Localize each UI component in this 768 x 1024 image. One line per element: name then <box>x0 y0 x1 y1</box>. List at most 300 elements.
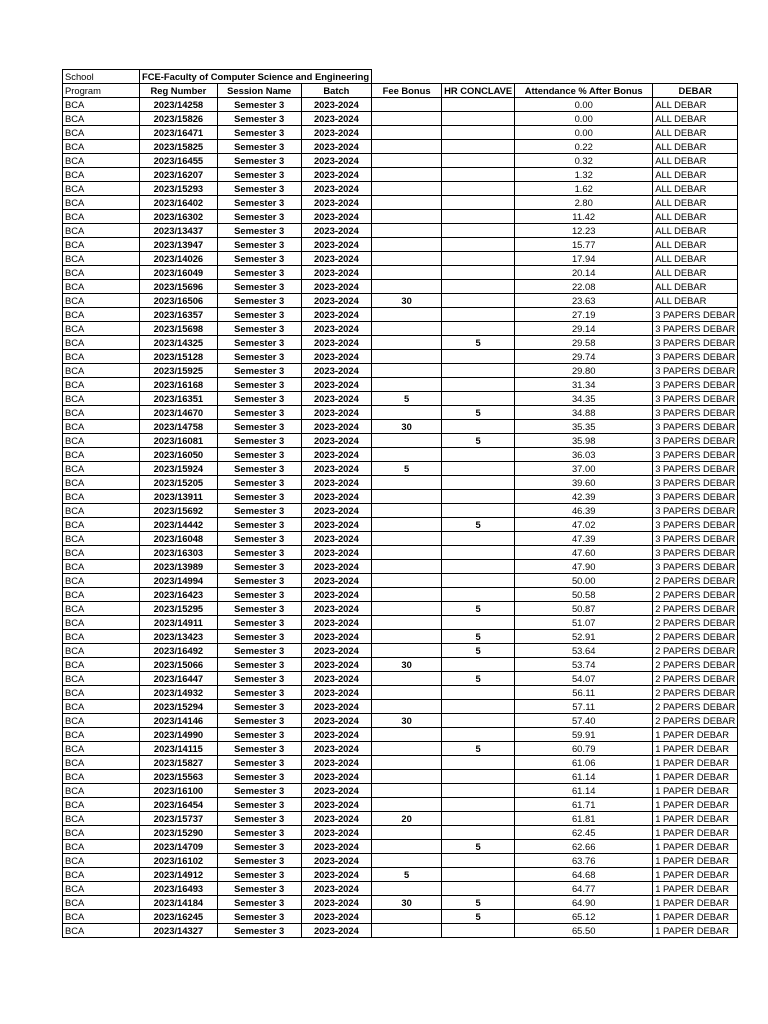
cell-reg-number: 2023/15205 <box>140 476 218 490</box>
cell-hr-conclave <box>442 462 515 476</box>
cell-fee-bonus <box>372 476 442 490</box>
cell-session-name: Semester 3 <box>217 728 301 742</box>
header-row <box>63 84 738 98</box>
cell-session-name: Semester 3 <box>217 280 301 294</box>
cell-batch: 2023-2024 <box>301 532 371 546</box>
cell-debar: ALL DEBAR <box>653 154 738 168</box>
table-row <box>63 658 738 672</box>
table-row <box>63 112 738 126</box>
table-row <box>63 742 738 756</box>
cell-session-name: Semester 3 <box>217 700 301 714</box>
cell-fee-bonus <box>372 882 442 896</box>
cell-program: BCA <box>63 308 140 322</box>
cell-attendance: 15.77 <box>515 238 653 252</box>
school-label: School <box>63 70 140 84</box>
cell-fee-bonus <box>372 448 442 462</box>
cell-hr-conclave <box>442 308 515 322</box>
cell-batch: 2023-2024 <box>301 196 371 210</box>
cell-hr-conclave <box>442 392 515 406</box>
cell-program: BCA <box>63 350 140 364</box>
cell-reg-number: 2023/15294 <box>140 700 218 714</box>
cell-debar: 3 PAPERS DEBAR <box>653 532 738 546</box>
cell-fee-bonus: 5 <box>372 868 442 882</box>
cell-attendance: 56.11 <box>515 686 653 700</box>
cell-session-name: Semester 3 <box>217 854 301 868</box>
cell-session-name: Semester 3 <box>217 574 301 588</box>
cell-attendance: 64.77 <box>515 882 653 896</box>
cell-session-name: Semester 3 <box>217 840 301 854</box>
table-row <box>63 588 738 602</box>
header-debar: DEBAR <box>653 84 738 98</box>
cell-debar: 2 PAPERS DEBAR <box>653 574 738 588</box>
cell-session-name: Semester 3 <box>217 546 301 560</box>
cell-hr-conclave <box>442 728 515 742</box>
cell-session-name: Semester 3 <box>217 812 301 826</box>
cell-reg-number: 2023/15128 <box>140 350 218 364</box>
cell-reg-number: 2023/13437 <box>140 224 218 238</box>
header-hr-conclave: HR CONCLAVE <box>442 84 515 98</box>
table-row <box>63 420 738 434</box>
cell-session-name: Semester 3 <box>217 784 301 798</box>
cell-session-name: Semester 3 <box>217 196 301 210</box>
cell-hr-conclave <box>442 252 515 266</box>
cell-batch: 2023-2024 <box>301 616 371 630</box>
cell-program: BCA <box>63 546 140 560</box>
cell-batch: 2023-2024 <box>301 770 371 784</box>
table-row <box>63 308 738 322</box>
cell-fee-bonus <box>372 364 442 378</box>
cell-attendance: 11.42 <box>515 210 653 224</box>
cell-batch: 2023-2024 <box>301 574 371 588</box>
cell-reg-number: 2023/15924 <box>140 462 218 476</box>
cell-reg-number: 2023/14115 <box>140 742 218 756</box>
cell-fee-bonus <box>372 350 442 364</box>
cell-debar: 3 PAPERS DEBAR <box>653 560 738 574</box>
cell-program: BCA <box>63 252 140 266</box>
cell-debar: 2 PAPERS DEBAR <box>653 616 738 630</box>
cell-batch: 2023-2024 <box>301 826 371 840</box>
cell-fee-bonus: 30 <box>372 714 442 728</box>
cell-reg-number: 2023/14758 <box>140 420 218 434</box>
cell-attendance: 0.32 <box>515 154 653 168</box>
cell-debar: ALL DEBAR <box>653 140 738 154</box>
cell-program: BCA <box>63 448 140 462</box>
cell-session-name: Semester 3 <box>217 224 301 238</box>
cell-fee-bonus <box>372 840 442 854</box>
cell-session-name: Semester 3 <box>217 560 301 574</box>
cell-debar: 2 PAPERS DEBAR <box>653 672 738 686</box>
cell-batch: 2023-2024 <box>301 238 371 252</box>
cell-hr-conclave <box>442 448 515 462</box>
cell-hr-conclave: 5 <box>442 630 515 644</box>
cell-hr-conclave <box>442 546 515 560</box>
cell-fee-bonus <box>372 224 442 238</box>
table-row <box>63 406 738 420</box>
cell-batch: 2023-2024 <box>301 868 371 882</box>
cell-batch: 2023-2024 <box>301 280 371 294</box>
cell-debar: 3 PAPERS DEBAR <box>653 462 738 476</box>
table-row <box>63 280 738 294</box>
table-body <box>63 70 738 938</box>
table-row <box>63 266 738 280</box>
cell-attendance: 1.32 <box>515 168 653 182</box>
cell-program: BCA <box>63 490 140 504</box>
cell-hr-conclave <box>442 112 515 126</box>
table-row <box>63 182 738 196</box>
cell-batch: 2023-2024 <box>301 742 371 756</box>
cell-reg-number: 2023/16102 <box>140 854 218 868</box>
table-row <box>63 728 738 742</box>
cell-debar: 1 PAPER DEBAR <box>653 924 738 938</box>
cell-debar: 2 PAPERS DEBAR <box>653 686 738 700</box>
cell-hr-conclave: 5 <box>442 672 515 686</box>
cell-reg-number: 2023/16454 <box>140 798 218 812</box>
cell-batch: 2023-2024 <box>301 336 371 350</box>
table-row <box>63 756 738 770</box>
cell-hr-conclave <box>442 686 515 700</box>
cell-debar: ALL DEBAR <box>653 168 738 182</box>
cell-batch: 2023-2024 <box>301 714 371 728</box>
cell-session-name: Semester 3 <box>217 434 301 448</box>
cell-batch: 2023-2024 <box>301 658 371 672</box>
cell-fee-bonus: 30 <box>372 420 442 434</box>
cell-session-name: Semester 3 <box>217 672 301 686</box>
cell-debar: 1 PAPER DEBAR <box>653 812 738 826</box>
cell-program: BCA <box>63 476 140 490</box>
cell-attendance: 61.71 <box>515 798 653 812</box>
cell-fee-bonus: 5 <box>372 462 442 476</box>
cell-debar: 3 PAPERS DEBAR <box>653 420 738 434</box>
cell-debar: 1 PAPER DEBAR <box>653 882 738 896</box>
cell-fee-bonus <box>372 154 442 168</box>
table-row <box>63 686 738 700</box>
cell-fee-bonus <box>372 168 442 182</box>
cell-attendance: 35.35 <box>515 420 653 434</box>
cell-hr-conclave <box>442 476 515 490</box>
cell-fee-bonus <box>372 700 442 714</box>
header-batch: Batch <box>301 84 371 98</box>
cell-hr-conclave: 5 <box>442 434 515 448</box>
cell-program: BCA <box>63 574 140 588</box>
cell-reg-number: 2023/14932 <box>140 686 218 700</box>
cell-program: BCA <box>63 462 140 476</box>
cell-hr-conclave <box>442 322 515 336</box>
cell-fee-bonus <box>372 434 442 448</box>
cell-reg-number: 2023/15827 <box>140 756 218 770</box>
cell-fee-bonus <box>372 252 442 266</box>
cell-program: BCA <box>63 336 140 350</box>
cell-hr-conclave: 5 <box>442 602 515 616</box>
cell-debar: 3 PAPERS DEBAR <box>653 406 738 420</box>
cell-reg-number: 2023/16493 <box>140 882 218 896</box>
cell-fee-bonus: 20 <box>372 812 442 826</box>
cell-reg-number: 2023/14709 <box>140 840 218 854</box>
cell-hr-conclave: 5 <box>442 896 515 910</box>
cell-reg-number: 2023/16168 <box>140 378 218 392</box>
cell-fee-bonus <box>372 378 442 392</box>
cell-session-name: Semester 3 <box>217 238 301 252</box>
cell-reg-number: 2023/16506 <box>140 294 218 308</box>
cell-attendance: 50.87 <box>515 602 653 616</box>
school-value: FCE-Faculty of Computer Science and Engineering <box>140 70 372 84</box>
cell-reg-number: 2023/16100 <box>140 784 218 798</box>
cell-reg-number: 2023/14911 <box>140 616 218 630</box>
cell-reg-number: 2023/15563 <box>140 770 218 784</box>
cell-attendance: 35.98 <box>515 434 653 448</box>
cell-fee-bonus <box>372 140 442 154</box>
table-row <box>63 518 738 532</box>
cell-session-name: Semester 3 <box>217 294 301 308</box>
cell-attendance: 59.91 <box>515 728 653 742</box>
cell-hr-conclave <box>442 658 515 672</box>
cell-attendance: 64.68 <box>515 868 653 882</box>
cell-batch: 2023-2024 <box>301 686 371 700</box>
cell-session-name: Semester 3 <box>217 896 301 910</box>
cell-attendance: 37.00 <box>515 462 653 476</box>
cell-session-name: Semester 3 <box>217 308 301 322</box>
cell-fee-bonus: 30 <box>372 294 442 308</box>
cell-session-name: Semester 3 <box>217 350 301 364</box>
cell-debar: 1 PAPER DEBAR <box>653 784 738 798</box>
cell-reg-number: 2023/13423 <box>140 630 218 644</box>
cell-fee-bonus <box>372 126 442 140</box>
cell-fee-bonus <box>372 504 442 518</box>
cell-debar: 1 PAPER DEBAR <box>653 896 738 910</box>
cell-debar: 3 PAPERS DEBAR <box>653 322 738 336</box>
cell-reg-number: 2023/16050 <box>140 448 218 462</box>
cell-debar: 1 PAPER DEBAR <box>653 910 738 924</box>
cell-program: BCA <box>63 504 140 518</box>
cell-fee-bonus <box>372 518 442 532</box>
cell-debar: 3 PAPERS DEBAR <box>653 392 738 406</box>
cell-program: BCA <box>63 756 140 770</box>
cell-batch: 2023-2024 <box>301 308 371 322</box>
cell-reg-number: 2023/14258 <box>140 98 218 112</box>
cell-fee-bonus <box>372 770 442 784</box>
cell-debar: 3 PAPERS DEBAR <box>653 546 738 560</box>
cell-batch: 2023-2024 <box>301 518 371 532</box>
table-row <box>63 98 738 112</box>
cell-attendance: 53.74 <box>515 658 653 672</box>
cell-reg-number: 2023/15698 <box>140 322 218 336</box>
cell-fee-bonus <box>372 336 442 350</box>
cell-reg-number: 2023/15066 <box>140 658 218 672</box>
cell-program: BCA <box>63 378 140 392</box>
cell-attendance: 20.14 <box>515 266 653 280</box>
cell-attendance: 61.81 <box>515 812 653 826</box>
table-row <box>63 252 738 266</box>
cell-attendance: 31.34 <box>515 378 653 392</box>
school-row-blank <box>372 70 738 84</box>
cell-debar: 2 PAPERS DEBAR <box>653 588 738 602</box>
cell-attendance: 54.07 <box>515 672 653 686</box>
cell-batch: 2023-2024 <box>301 588 371 602</box>
cell-session-name: Semester 3 <box>217 140 301 154</box>
cell-attendance: 0.22 <box>515 140 653 154</box>
cell-attendance: 0.00 <box>515 98 653 112</box>
cell-session-name: Semester 3 <box>217 770 301 784</box>
cell-program: BCA <box>63 280 140 294</box>
cell-batch: 2023-2024 <box>301 252 371 266</box>
cell-hr-conclave <box>442 714 515 728</box>
table-row <box>63 476 738 490</box>
cell-debar: 2 PAPERS DEBAR <box>653 602 738 616</box>
cell-reg-number: 2023/16455 <box>140 154 218 168</box>
cell-attendance: 29.58 <box>515 336 653 350</box>
table-row <box>63 616 738 630</box>
cell-batch: 2023-2024 <box>301 392 371 406</box>
cell-fee-bonus <box>372 406 442 420</box>
cell-session-name: Semester 3 <box>217 406 301 420</box>
cell-session-name: Semester 3 <box>217 630 301 644</box>
cell-hr-conclave <box>442 126 515 140</box>
cell-session-name: Semester 3 <box>217 182 301 196</box>
cell-attendance: 53.64 <box>515 644 653 658</box>
cell-session-name: Semester 3 <box>217 518 301 532</box>
cell-debar: 3 PAPERS DEBAR <box>653 350 738 364</box>
cell-reg-number: 2023/14026 <box>140 252 218 266</box>
cell-batch: 2023-2024 <box>301 364 371 378</box>
cell-attendance: 51.07 <box>515 616 653 630</box>
cell-hr-conclave: 5 <box>442 518 515 532</box>
cell-hr-conclave <box>442 168 515 182</box>
cell-session-name: Semester 3 <box>217 924 301 938</box>
cell-session-name: Semester 3 <box>217 644 301 658</box>
cell-session-name: Semester 3 <box>217 420 301 434</box>
cell-hr-conclave <box>442 756 515 770</box>
cell-attendance: 61.14 <box>515 770 653 784</box>
cell-program: BCA <box>63 434 140 448</box>
cell-reg-number: 2023/14670 <box>140 406 218 420</box>
cell-hr-conclave <box>442 196 515 210</box>
cell-batch: 2023-2024 <box>301 406 371 420</box>
cell-batch: 2023-2024 <box>301 112 371 126</box>
cell-debar: 1 PAPER DEBAR <box>653 798 738 812</box>
cell-hr-conclave <box>442 574 515 588</box>
cell-program: BCA <box>63 196 140 210</box>
cell-reg-number: 2023/15737 <box>140 812 218 826</box>
table-row <box>63 602 738 616</box>
cell-hr-conclave <box>442 770 515 784</box>
table-row <box>63 462 738 476</box>
cell-reg-number: 2023/16357 <box>140 308 218 322</box>
cell-fee-bonus <box>372 560 442 574</box>
cell-batch: 2023-2024 <box>301 700 371 714</box>
cell-fee-bonus <box>372 756 442 770</box>
cell-debar: 3 PAPERS DEBAR <box>653 378 738 392</box>
cell-session-name: Semester 3 <box>217 588 301 602</box>
cell-batch: 2023-2024 <box>301 490 371 504</box>
cell-debar: 3 PAPERS DEBAR <box>653 476 738 490</box>
cell-fee-bonus <box>372 210 442 224</box>
cell-program: BCA <box>63 182 140 196</box>
cell-session-name: Semester 3 <box>217 714 301 728</box>
cell-fee-bonus <box>372 602 442 616</box>
table-row <box>63 560 738 574</box>
cell-program: BCA <box>63 686 140 700</box>
cell-reg-number: 2023/16351 <box>140 392 218 406</box>
cell-hr-conclave <box>442 588 515 602</box>
cell-hr-conclave <box>442 490 515 504</box>
cell-attendance: 29.74 <box>515 350 653 364</box>
cell-session-name: Semester 3 <box>217 602 301 616</box>
cell-batch: 2023-2024 <box>301 756 371 770</box>
table-row <box>63 700 738 714</box>
cell-session-name: Semester 3 <box>217 462 301 476</box>
table-row <box>63 630 738 644</box>
table-row <box>63 490 738 504</box>
cell-reg-number: 2023/16302 <box>140 210 218 224</box>
cell-batch: 2023-2024 <box>301 812 371 826</box>
cell-attendance: 57.11 <box>515 700 653 714</box>
cell-reg-number: 2023/14990 <box>140 728 218 742</box>
cell-fee-bonus <box>372 546 442 560</box>
cell-debar: 1 PAPER DEBAR <box>653 868 738 882</box>
cell-hr-conclave: 5 <box>442 336 515 350</box>
cell-debar: 2 PAPERS DEBAR <box>653 658 738 672</box>
cell-fee-bonus <box>372 98 442 112</box>
cell-program: BCA <box>63 630 140 644</box>
cell-fee-bonus <box>372 854 442 868</box>
cell-batch: 2023-2024 <box>301 882 371 896</box>
cell-debar: 3 PAPERS DEBAR <box>653 364 738 378</box>
cell-program: BCA <box>63 364 140 378</box>
cell-program: BCA <box>63 322 140 336</box>
cell-session-name: Semester 3 <box>217 322 301 336</box>
table-row <box>63 294 738 308</box>
cell-program: BCA <box>63 728 140 742</box>
cell-session-name: Semester 3 <box>217 448 301 462</box>
cell-session-name: Semester 3 <box>217 126 301 140</box>
table-row <box>63 168 738 182</box>
cell-hr-conclave <box>442 182 515 196</box>
cell-session-name: Semester 3 <box>217 686 301 700</box>
cell-batch: 2023-2024 <box>301 378 371 392</box>
cell-reg-number: 2023/14184 <box>140 896 218 910</box>
cell-attendance: 29.80 <box>515 364 653 378</box>
table-row <box>63 672 738 686</box>
school-row <box>63 70 738 84</box>
cell-debar: ALL DEBAR <box>653 252 738 266</box>
cell-hr-conclave <box>442 798 515 812</box>
cell-attendance: 22.08 <box>515 280 653 294</box>
cell-fee-bonus <box>372 322 442 336</box>
cell-reg-number: 2023/13989 <box>140 560 218 574</box>
cell-fee-bonus <box>372 630 442 644</box>
cell-fee-bonus: 30 <box>372 896 442 910</box>
cell-hr-conclave <box>442 280 515 294</box>
cell-program: BCA <box>63 910 140 924</box>
table-row <box>63 798 738 812</box>
cell-attendance: 23.63 <box>515 294 653 308</box>
cell-hr-conclave <box>442 266 515 280</box>
cell-debar: ALL DEBAR <box>653 98 738 112</box>
cell-hr-conclave: 5 <box>442 910 515 924</box>
cell-fee-bonus <box>372 798 442 812</box>
cell-session-name: Semester 3 <box>217 826 301 840</box>
cell-debar: 1 PAPER DEBAR <box>653 854 738 868</box>
cell-debar: 1 PAPER DEBAR <box>653 826 738 840</box>
table-row <box>63 448 738 462</box>
cell-debar: 3 PAPERS DEBAR <box>653 504 738 518</box>
cell-session-name: Semester 3 <box>217 882 301 896</box>
cell-session-name: Semester 3 <box>217 98 301 112</box>
cell-attendance: 62.66 <box>515 840 653 854</box>
cell-fee-bonus <box>372 588 442 602</box>
cell-program: BCA <box>63 266 140 280</box>
cell-batch: 2023-2024 <box>301 630 371 644</box>
header-fee-bonus: Fee Bonus <box>372 84 442 98</box>
